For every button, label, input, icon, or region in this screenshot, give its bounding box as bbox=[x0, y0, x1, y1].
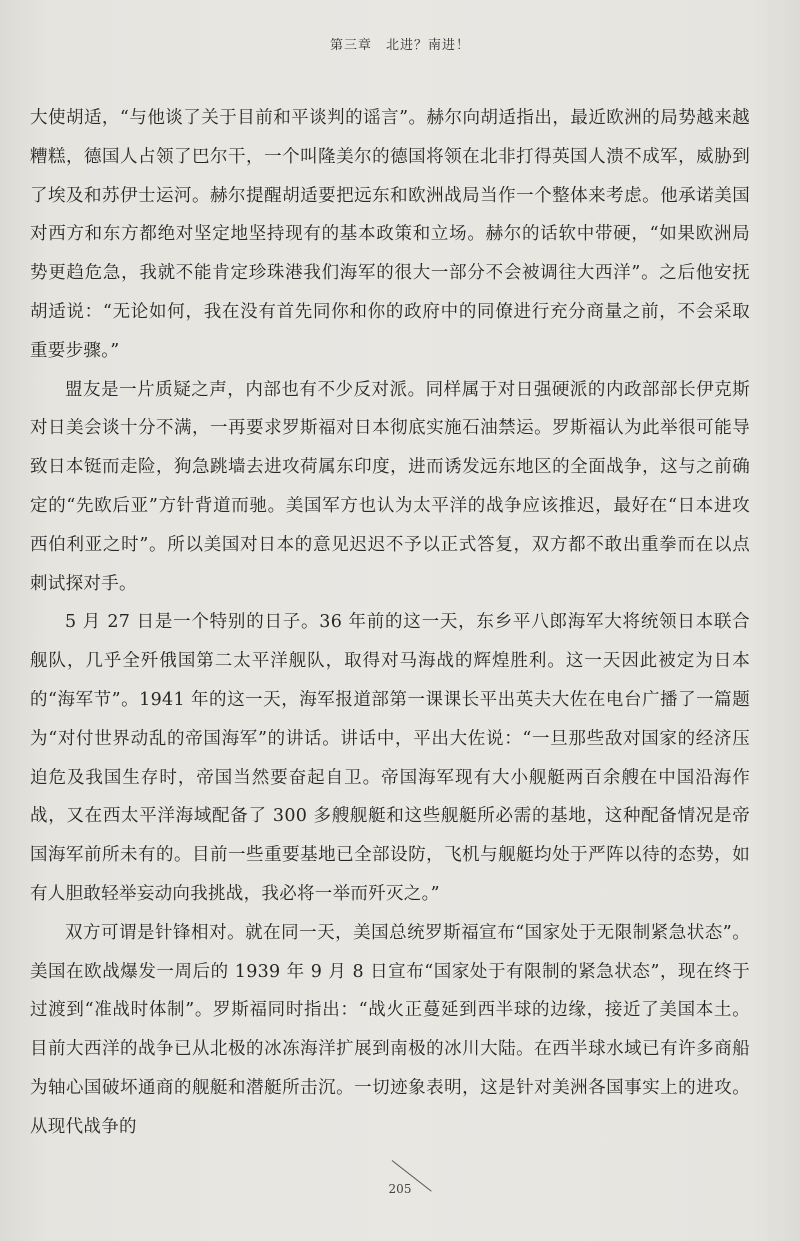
paragraph: 5 月 27 日是一个特别的日子。36 年前的这一天，东乡平八郎海军大将统领日本联合舰队，几乎全歼俄国第二太平洋舰队，取得对马海战的辉煌胜利。这一天因此被定为日本的“海军节”。1941 年的这一天，海军报道部第一课课长平出英夫大佐在电台广播了一篇题为“对付世界动乱的帝国海军”的讲话。讲话中，平出大佐说：“一旦那些敌对国家的经济压迫危及我国生存时，帝国当然要奋起自卫。帝国海军现有大小舰艇两百余艘在中国沿海作战，又在西太平洋海域配备了 300 多艘舰艇和这些舰艇所必需的基地，这种配备情况是帝国海军前所未有的。目前一些重要基地已全部设防，飞机与舰艇均处于严阵以待的态势，如有人胆敢轻举妄动向我挑战，我必将一举而歼灭之。” bbox=[30, 612, 750, 904]
running-head: 第三章 北进？南进！ bbox=[329, 38, 470, 53]
page-number: 205 bbox=[388, 1182, 412, 1196]
paragraph-continued: 大使胡适，“与他谈了关于目前和平谈判的谣言”。赫尔向胡适指出，最近欧洲的局势越来越糟糕，德国人占领了巴尔干，一个叫隆美尔的德国将领在北非打得英国人溃不成军，威胁到了埃及和苏伊士运河。赫尔提醒胡适要把远东和欧洲战局当作一个整体来考虑。他承诺美国对西方和东方都绝对坚定地坚持现有的基本政策和立场。赫尔的话软中带硬，“如果欧洲局势更趋危急，我就不能肯定珍珠港我们海军的很大一部分不会被调往大西洋”。之后他安抚胡适说：“无论如何，我在没有首先同你和你的政府中的同僚进行充分商量之前，不会采取重要步骤。” bbox=[30, 108, 750, 361]
body-text bbox=[30, 99, 750, 1147]
paragraph: 盟友是一片质疑之声，内部也有不少反对派。同样属于对日强硬派的内政部部长伊克斯对日美会谈十分不满，一再要求罗斯福对日本彻底实施石油禁运。罗斯福认为此举很可能导致日本铤而走险，狗急跳墙去进攻荷属东印度，进而诱发远东地区的全面战争，这与之前确定的“先欧后亚”方针背道而驰。美国军方也认为太平洋的战争应该推迟，最好在“日本进攻西伯利亚之时”。所以美国对日本的意见迟迟不予以正式答复，双方都不敢出重拳而在以点刺试探对手。 bbox=[30, 379, 750, 594]
paragraph: 双方可谓是针锋相对。就在同一天，美国总统罗斯福宣布“国家处于无限制紧急状态”。美国在欧战爆发一周后的 1939 年 9 月 8 日宣布“国家处于有限制的紧急状态”，现在终于过渡到“准战时体制”。罗斯福同时指出：“战火正蔓延到西半球的边缘，接近了美国本土。目前大西洋的战争已从北极的冰冻海洋扩展到南极的冰川大陆。在西半球水域已有许多商船为轴心国破坏通商的舰艇和潜艇所击沉。一切迹象表明，这是针对美洲各国事实上的进攻。从现代战争的 bbox=[30, 922, 750, 1137]
